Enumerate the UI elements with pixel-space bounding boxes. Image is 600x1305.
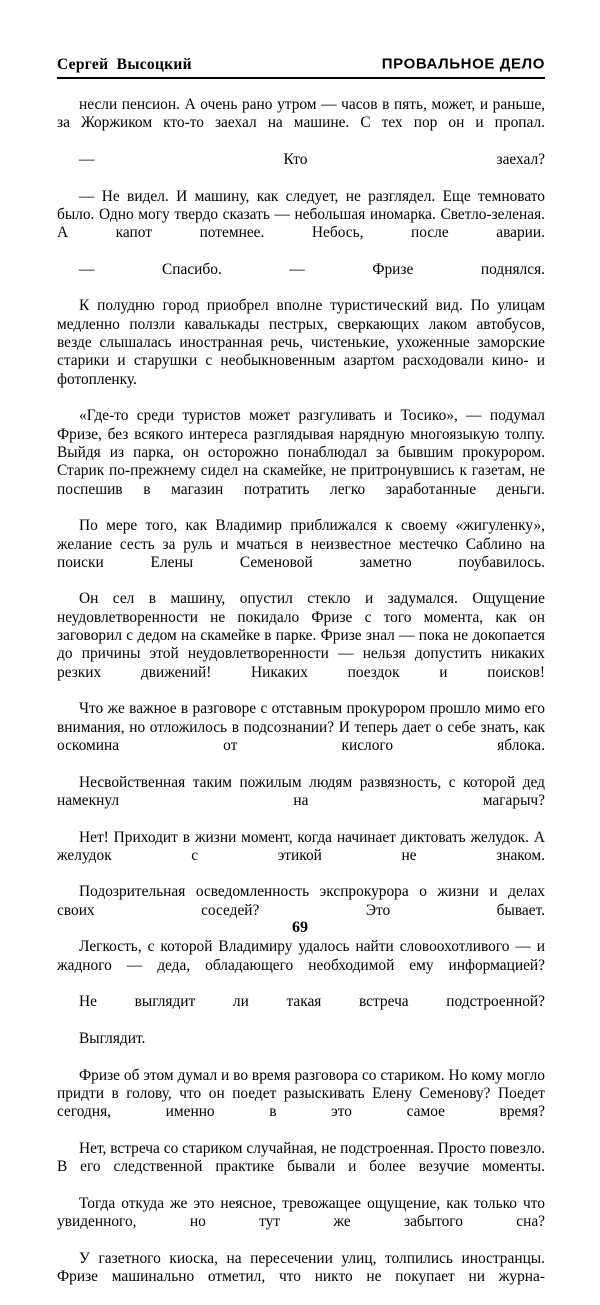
body-paragraph: — Кто заехал? <box>79 150 545 168</box>
body-paragraph: Несвойственная таким пожилым людям развязность, с которой дед намекнул на магарыч? <box>57 773 545 809</box>
body-paragraph: Что же важное в разговоре с отставным прокурором прошло мимо его внимания, но отложилось в подсознании? И теперь дает о себе знать, как оскомина от кислого яблока. <box>57 700 545 754</box>
body-paragraph: К полудню город приобрел вполне туристический вид. По улицам медленно ползли кавалькады пестрых, сверкающих лаком автобусов, везде слышалась иностранная речь, чистенькие, ухоженные заморские старики и старушки с необыкновенным азартом расходовали кино- и фотопленку. <box>57 297 545 388</box>
body-paragraph: Нет! Приходит в жизни момент, когда начинает диктовать желудок. А желудок с этикой не знаком. <box>57 828 545 864</box>
body-paragraph: «Где-то среди туристов может разгуливать и Тосико», — подумал Фризе, без всякого интереса разглядывая нарядную многоязыкую толпу. Выйдя из парка, он осторожно понаблюдал за бывшим прокурором. Старик по-прежнему сидел на скамейке, не притронувшись к газетам, не поспешив в магазин потратить легко заработанные деньги. <box>57 407 545 498</box>
body-paragraph: — Не видел. И машину, как следует, не разглядел. Еще темновато было. Одно могу твердо сказать — небольшая иномарка. Светло-зеленая. А капот потемнее. Небось, после аварии. <box>57 187 545 242</box>
running-head <box>57 46 545 72</box>
body-paragraph: Тогда откуда же это неясное, тревожащее ощущение, как только что увиденного, но тут же забытого сна? <box>57 1194 545 1231</box>
running-head-book-title: ПРОВАЛЬНОЕ ДЕЛО <box>381 55 545 73</box>
body-text-column <box>57 96 545 1305</box>
body-paragraph: Он сел в машину, опустил стекло и задумался. Ощущение неудовлетворенности не покидало Фризе с того момента, как он заговорил с дедом на скамейке в парке. Фризе знал — пока не докопается до причины этой неудовлетворенности — нельзя допустить никаких резких движений! Никаких поездок и поисков! <box>57 590 545 681</box>
body-paragraph: — Спасибо. — Фризе поднялся. <box>79 260 545 278</box>
running-head-rule <box>57 77 545 79</box>
body-paragraph: Подозрительная осведомленность экспрокурора о жизни и делах своих соседей? Это бывает. <box>57 883 545 919</box>
body-paragraph: У газетного киоска, на пересечении улиц, толпились иностранцы. Фризе машинально отметил, что никто не покупает ни журна- <box>57 1249 545 1285</box>
body-paragraph: По мере того, как Владимир приближался к своему «жигуленку», желание сесть за руль и мчаться в неизвестное местечко Саблино на поиски Елены Семеновой заметно поубавилось. <box>57 517 545 571</box>
body-paragraph: Не выглядит ли такая встреча подстроенной? <box>79 993 545 1011</box>
body-paragraph: Фризе об этом думал и во время разговора со стариком. Но кому могло придти в голову, что он поедет разыскивать Елену Семенову? Поедет сегодня, именно в это самое время? <box>57 1066 545 1121</box>
running-head-author: Сергей Высоцкий <box>57 55 192 73</box>
body-paragraph: Выглядит. <box>79 1029 146 1047</box>
body-paragraph: Нет, встреча со стариком случайная, не подстроенная. Просто повезло. В его следственной практике бывали и более везучие моменты. <box>57 1139 545 1176</box>
body-paragraph: несли пенсион. А очень рано утром — часов в пять, может, и раньше, за Жоржиком кто-то заехал на машине. С тех пор он и пропал. <box>57 96 545 132</box>
body-paragraph: Легкость, с которой Владимиру удалось найти словоохотливого — и жадного — деда, обладающего необходимой ему информацией? <box>57 938 545 974</box>
page-number: 69 <box>292 919 308 936</box>
